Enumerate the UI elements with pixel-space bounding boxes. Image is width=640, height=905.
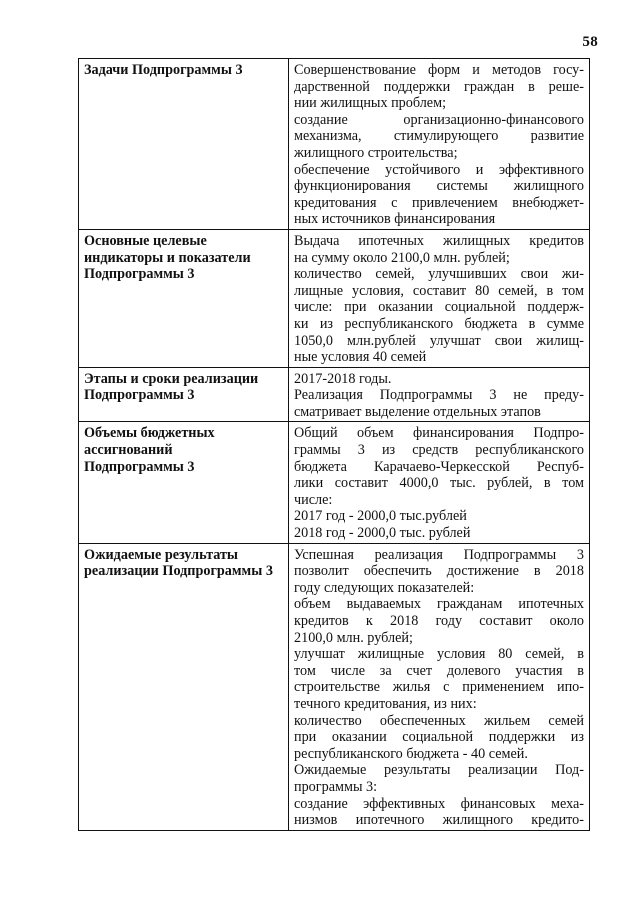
row-label-line: Этапы и сроки реализации	[84, 370, 259, 387]
row-label-cell	[79, 229, 289, 367]
row-value-line: количество обеспеченных жильем семей	[294, 712, 584, 729]
row-value-line: 2018 год - 2000,0 тыс. рублей	[294, 525, 471, 542]
row-value-line: ных источников финансирования	[294, 211, 496, 228]
row-value-line: объем выдаваемых гражданам ипотечных	[294, 596, 584, 613]
row-value-line: кредитов к 2018 году составит около	[294, 613, 584, 629]
row-value-line: 1050,0 млн.рублей улучшат свои жилищ-	[294, 332, 584, 349]
row-value-line: Общий объем финансирования Подпро-	[294, 425, 584, 442]
row-value-line: 2017-2018 годы.	[294, 370, 392, 387]
row-value-line: лищные условия, составит 80 семей, в том	[294, 282, 584, 299]
row-value-line: том числе за счет долевого участия в	[294, 662, 584, 679]
passport-row	[79, 59, 590, 230]
row-value-line: количество семей, улучшивших свои жи-	[294, 266, 584, 283]
row-value-line: году следующих показателей:	[294, 579, 475, 596]
row-label-cell	[79, 543, 289, 830]
row-label-line: Задачи Подпрограммы 3	[84, 62, 243, 78]
row-value-line: республиканского бюджета - 40 семей.	[294, 745, 528, 762]
passport-row	[79, 543, 590, 830]
row-value-line: обеспечение устойчивого и эффективного	[294, 161, 584, 178]
row-value-line: ки из республиканского бюджета в сумме	[294, 315, 584, 332]
row-value-line: 2100,0 млн. рублей;	[294, 629, 413, 646]
row-value-line: Реализация Подпрограммы 3 не преду-	[294, 387, 584, 404]
row-value-line: Выдача ипотечных жилищных кредитов	[294, 232, 584, 249]
row-value-line: при оказании социальной поддержки из	[294, 729, 584, 746]
row-label-line: реализации Подпрограммы 3	[84, 563, 273, 580]
page-number: 58	[582, 34, 598, 50]
passport-row	[79, 229, 590, 367]
row-value-line: улучшат жилищные условия 80 семей, в	[294, 646, 584, 663]
row-value-line: нии жилищных проблем;	[294, 95, 447, 112]
row-label-cell	[79, 422, 289, 543]
row-value-line: 2017 год - 2000,0 тыс.рублей	[294, 508, 467, 525]
row-label-line: Ожидаемые результаты	[84, 546, 238, 563]
row-value-line: числе: при оказании социальной поддерж-	[294, 299, 584, 316]
row-label-line: Подпрограммы 3	[84, 266, 195, 283]
passport-row	[79, 422, 590, 543]
row-value-line: сматривает выделение отдельных этапов	[294, 403, 541, 420]
row-value-line: Успешная реализация Подпрограммы 3	[294, 546, 584, 563]
row-value-line: Ожидаемые результаты реализации Под-	[294, 762, 584, 779]
row-value-line: строительстве жилья с применением ипо-	[294, 679, 584, 696]
row-value-line: дарственной поддержки граждан в реше-	[294, 78, 584, 95]
row-value-line: функционирования системы жилищного	[294, 178, 584, 195]
row-label-cell	[79, 367, 289, 422]
passport-row	[79, 367, 590, 422]
row-value-line: на сумму около 2100,0 млн. рублей;	[294, 249, 510, 266]
row-value-line: низмов ипотечного жилищного кредито-	[294, 812, 584, 829]
row-value-line: лики составит 4000,0 тыс. рублей, в том	[294, 475, 584, 492]
row-label-line: Подпрограммы 3	[84, 387, 195, 404]
row-label-line: ассигнований	[84, 442, 173, 459]
row-value-cell	[289, 59, 590, 230]
row-value-cell	[289, 543, 590, 830]
row-value-line: течного кредитования, из них:	[294, 695, 477, 712]
row-label-line: индикаторы и показатели	[84, 249, 251, 266]
subprogram-passport-table	[78, 58, 590, 831]
row-value-line: Совершенствование форм и методов госу-	[294, 62, 584, 78]
row-value-line: ные условия 40 семей	[294, 349, 427, 366]
row-label-line: Основные целевые	[84, 232, 207, 249]
row-label-line: Объемы бюджетных	[84, 425, 215, 442]
passport-table-body	[79, 59, 590, 831]
row-value-line: бюджета Карачаево-Черкесской Респуб-	[294, 458, 584, 475]
row-value-line: создание организационно-финансового	[294, 111, 584, 128]
row-value-line: кредитования с привлечением внебюджет-	[294, 194, 584, 211]
row-value-line: позволит обеспечить достижение в 2018	[294, 563, 584, 580]
row-value-line: создание эффективных финансовых меха-	[294, 795, 584, 812]
row-value-cell	[289, 367, 590, 422]
row-value-cell	[289, 422, 590, 543]
row-label-cell	[79, 59, 289, 230]
row-value-line: механизма, стимулирующего развитие	[294, 128, 584, 145]
row-label-line: Подпрограммы 3	[84, 458, 195, 475]
row-value-line: числе:	[294, 491, 333, 508]
row-value-line: программы 3:	[294, 778, 378, 795]
row-value-line: граммы 3 из средств республиканского	[294, 442, 584, 459]
row-value-line: жилищного строительства;	[294, 144, 458, 161]
row-value-cell	[289, 229, 590, 367]
